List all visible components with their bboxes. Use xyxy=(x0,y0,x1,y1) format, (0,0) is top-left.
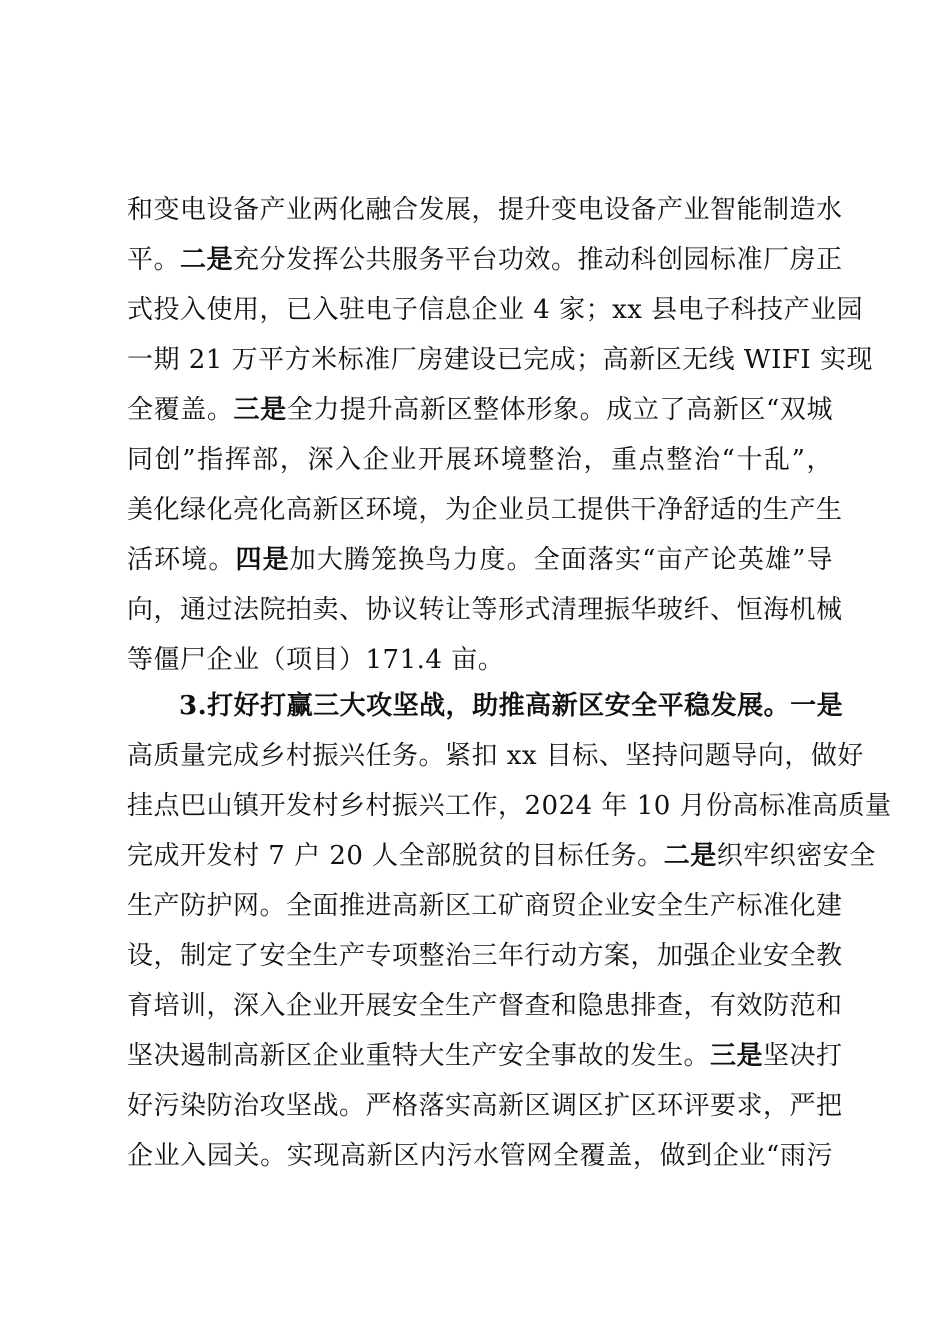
section-heading-line xyxy=(127,681,844,731)
ordinal-label: 三是 xyxy=(233,395,287,425)
text-line: 和变电设备产业两化融合发展，提升变电设备产业智能制造水 xyxy=(127,195,843,225)
ordinal-label: 二是 xyxy=(663,841,717,871)
text-line: 同创”指挥部，深入企业开展环境整治，重点整治“十乱”， xyxy=(127,445,833,475)
section-heading: 3.打好打赢三大攻坚战，助推高新区安全平稳发展。一是 xyxy=(179,691,844,721)
text-line: 育培训，深入企业开展安全生产督查和隐患排查，有效防范和 xyxy=(127,991,843,1021)
text-line: 高质量完成乡村振兴任务。紧扣 xx 目标、坚持问题导向，做好 xyxy=(127,741,864,771)
ordinal-label: 二是 xyxy=(180,245,234,275)
text-line: 坚决遏制高新区企业重特大生产安全事故的发生。三是坚决打 xyxy=(127,1041,843,1071)
text-line: 等僵尸企业（项目）171.4 亩。 xyxy=(127,645,505,675)
text-line: 好污染防治攻坚战。严格落实高新区调区扩区环评要求，严把 xyxy=(127,1091,843,1121)
text-line: 美化绿化亮化高新区环境，为企业员工提供干净舒适的生产生 xyxy=(127,495,843,525)
text-line: 设，制定了安全生产专项整治三年行动方案，加强企业安全教 xyxy=(127,941,843,971)
ordinal-label: 四是 xyxy=(235,545,290,575)
text-line: 一期 21 万平方米标准厂房建设已完成；高新区无线 WIFI 实现 xyxy=(127,345,873,375)
text-line: 挂点巴山镇开发村乡村振兴工作，2024 年 10 月份高标准高质量 xyxy=(127,791,892,821)
ordinal-label: 三是 xyxy=(710,1041,764,1071)
text-line: 活环境。四是加大腾笼换鸟力度。全面落实“亩产论英雄”导 xyxy=(127,545,833,575)
text-line: 生产防护网。全面推进高新区工矿商贸企业安全生产标准化建 xyxy=(127,891,843,921)
paragraph-1 xyxy=(127,185,873,685)
text-line: 完成开发村 7 户 20 人全部脱贫的目标任务。二是织牢织密安全 xyxy=(127,841,876,871)
text-line: 全覆盖。三是全力提升高新区整体形象。成立了高新区“双城 xyxy=(127,395,833,425)
text-line: 平。二是充分发挥公共服务平台功效。推动科创园标准厂房正 xyxy=(127,245,843,275)
paragraph-2 xyxy=(127,681,892,1181)
text-line: 向，通过法院拍卖、协议转让等形式清理振华玻纤、恒海机械 xyxy=(127,595,843,625)
text-line: 企业入园关。实现高新区内污水管网全覆盖，做到企业“雨污 xyxy=(127,1141,833,1171)
text-line: 式投入使用，已入驻电子信息企业 4 家；xx 县电子科技产业园 xyxy=(127,295,864,325)
